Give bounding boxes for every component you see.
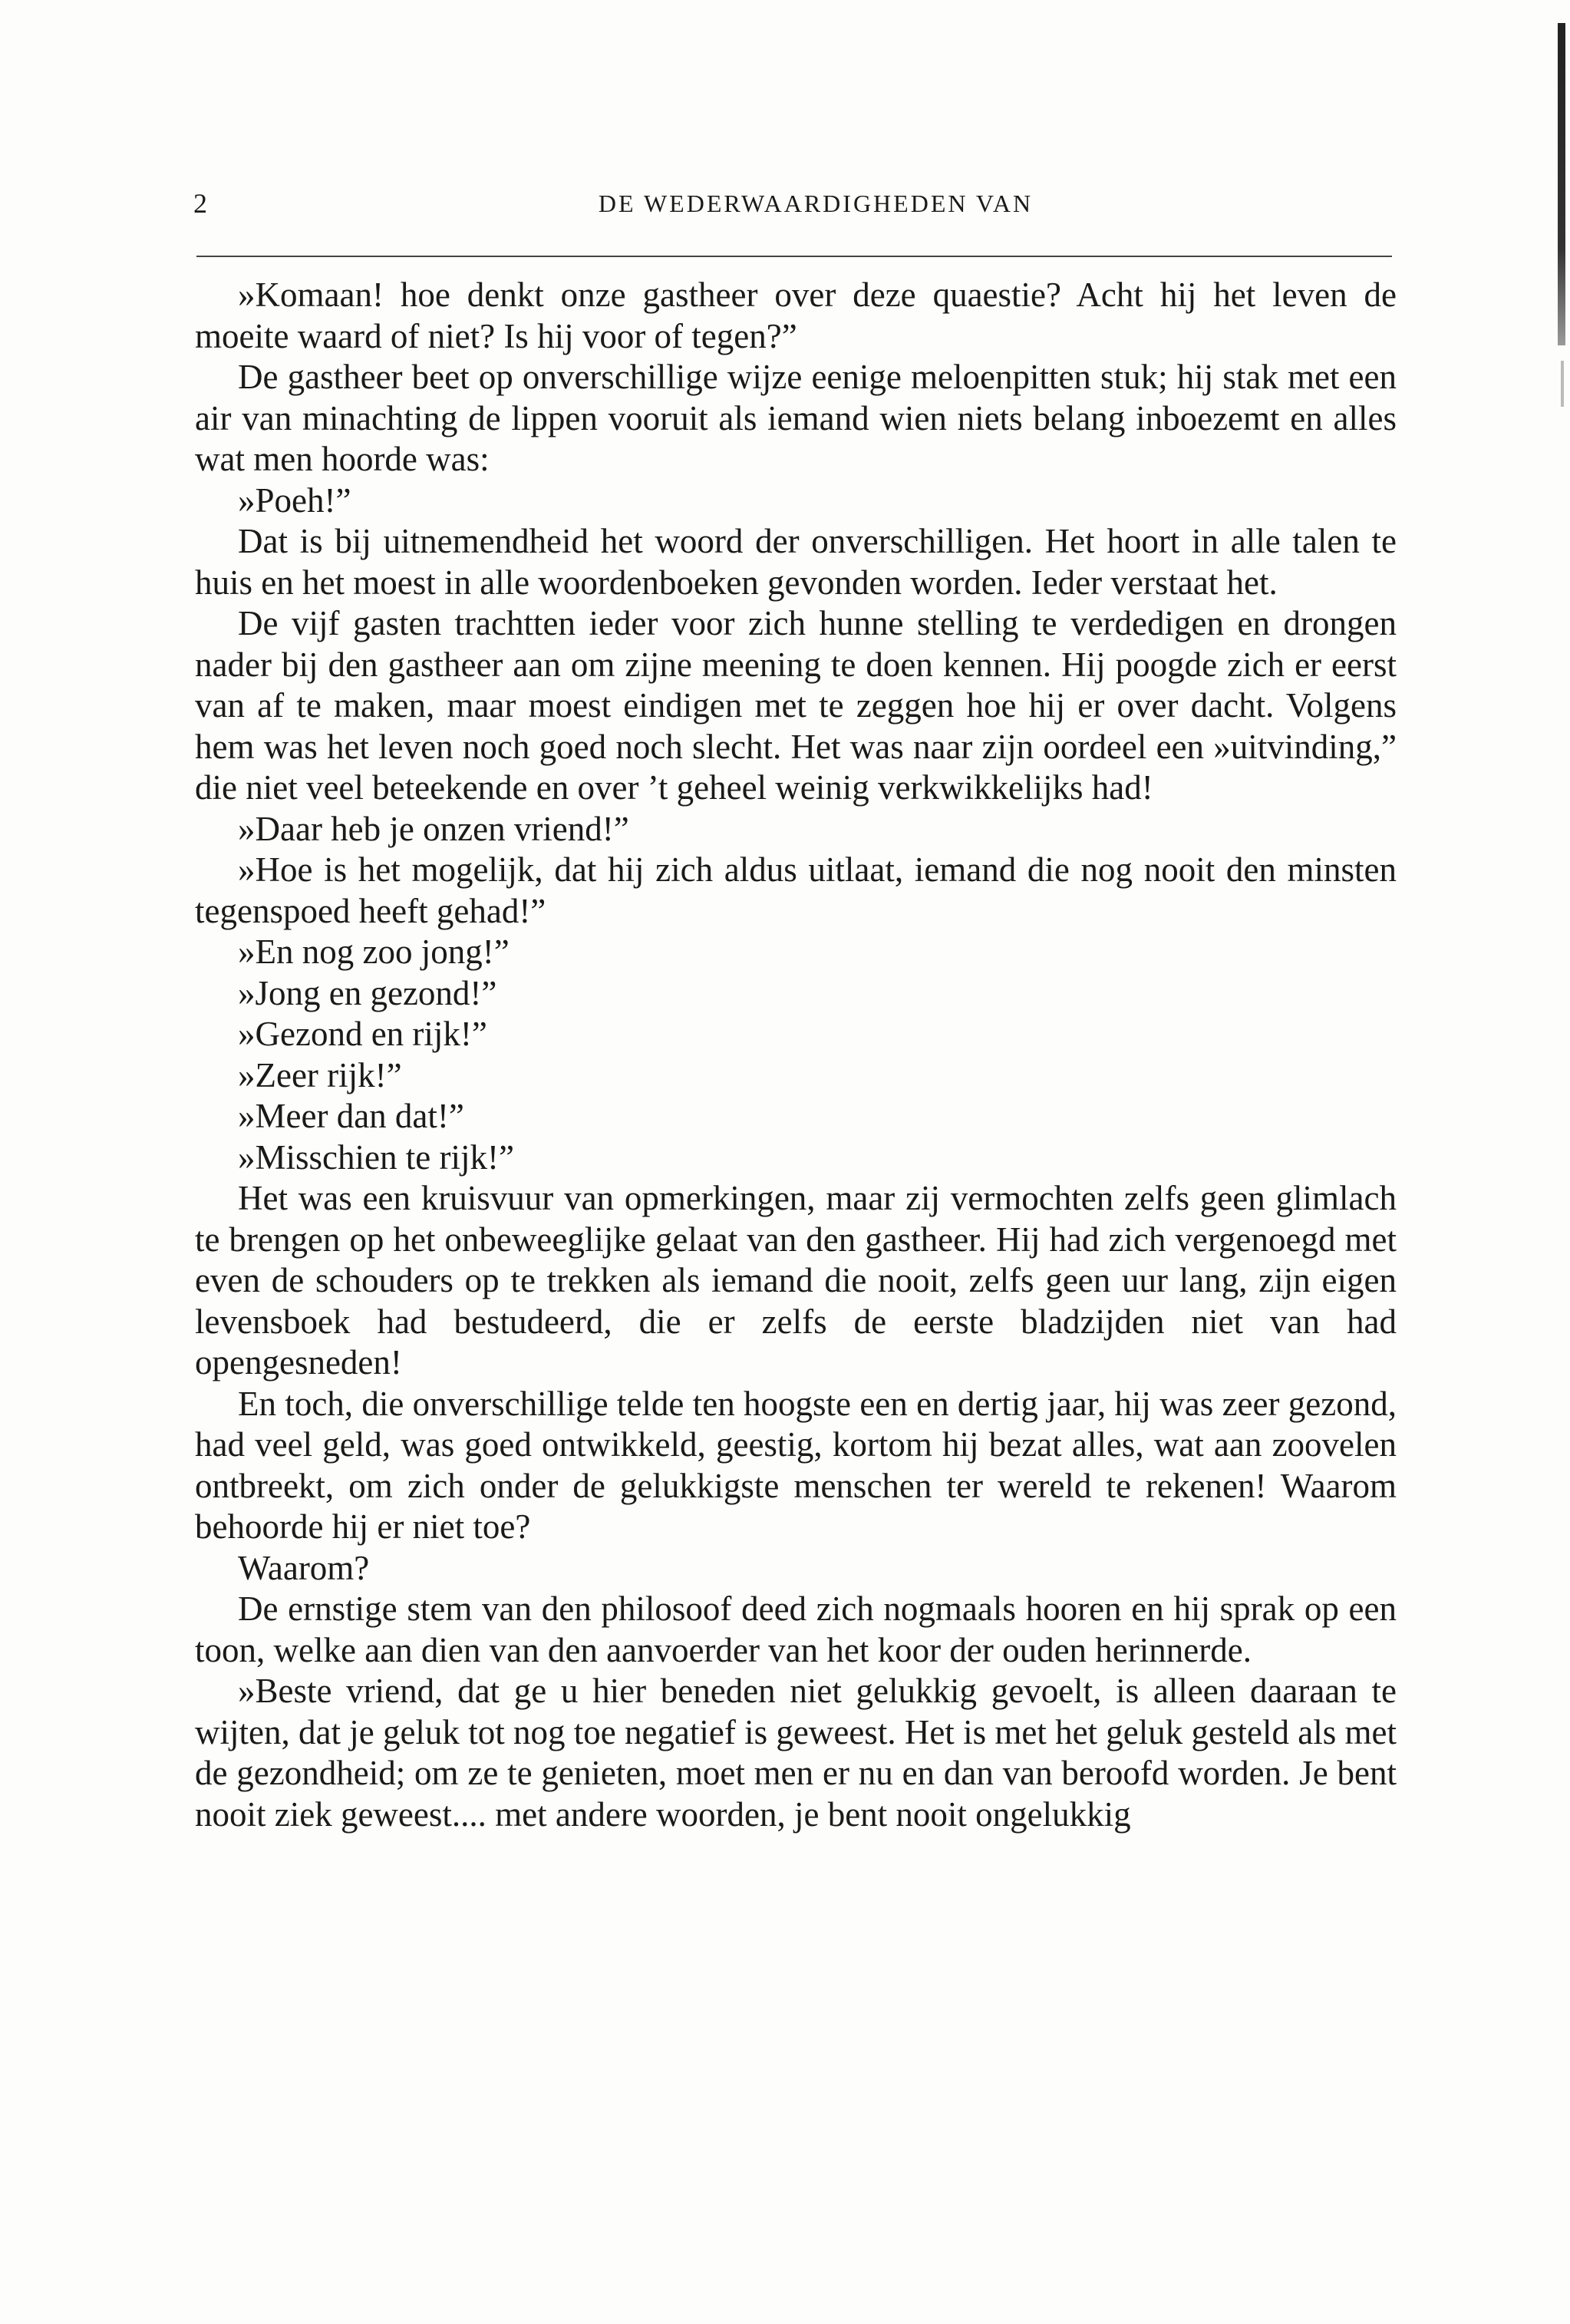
header-rule (196, 256, 1392, 257)
paragraph: »Daar heb je onzen vriend!” (238, 809, 629, 848)
paragraph: En toch, die onverschillige telde ten hoogste een en dertig jaar, hij was zeer gezond, had veel geld, was goed ontwikkeld, geestig, kortom hij bezat alles, wat aan zoovelen ontbreekt, om zich onder de gelukkigste menschen ter wereld te rekenen! Waarom behoorde hij er niet toe? (195, 1384, 1397, 1546)
paragraph: Dat is bij uitnemendheid het woord der onverschilligen. Het hoort in alle talen te huis en het moest in alle woordenboeken gevonden worden. Ieder verstaat het. (195, 522, 1397, 602)
paragraph: De gastheer beet op onverschillige wijze eenige meloenpitten stuk; hij stak met een air van minachting de lippen vooruit als iemand wien niets belang inboezemt en alles wat men hoorde was: (195, 358, 1397, 478)
paragraph: »Jong en gezond!” (238, 973, 497, 1012)
body-text (195, 275, 1397, 1835)
running-title: DE WEDERWAARDIGHEDEN VAN (598, 190, 1034, 217)
paragraph: »Poeh!” (238, 480, 351, 520)
paragraph: Het was een kruisvuur van opmerkingen, maar zij vermochten zelfs geen glimlach te brengen op het onbeweeglijke gelaat van den gastheer. Hij had zich vergenoegd met even de schouders op te trekken als iemand die nooit, zelfs geen uur lang, zijn eigen levensboek had bestudeerd, die er zelfs de eerste bladzijden niet van had opengesneden! (195, 1179, 1397, 1382)
paragraph: »Meer dan dat!” (238, 1097, 464, 1135)
page-edge-shadow (1558, 23, 1565, 345)
paragraph: »Zeer rijk!” (238, 1055, 402, 1094)
paragraph: De ernstige stem van den philosoof deed zich nogmaals hooren en hij sprak op een toon, welke aan dien van den aanvoerder van het koor der ouden herinnerde. (195, 1589, 1397, 1669)
running-header (193, 184, 1392, 223)
paragraph: »Beste vriend, dat ge u hier beneden niet gelukkig gevoelt, is alleen daaraan te wijten, dat je geluk tot nog toe negatief is geweest. Het is met het geluk gesteld als met de gezondheid; om ze te genieten, moet men er nu en dan van beroofd worden. Je bent nooit ziek geweest.... met andere woorden, je bent nooit ongelukkig (195, 1672, 1397, 1834)
page-number: 2 (193, 188, 207, 219)
paragraph: Waarom? (238, 1548, 370, 1587)
paragraph: »Hoe is het mogelijk, dat hij zich aldus uitlaat, iemand die nog nooit den minsten tegenspoed heeft gehad!” (195, 850, 1397, 930)
paragraph: »Komaan! hoe denkt onze gastheer over deze quaestie? Acht hij het leven de moeite waard of niet? Is hij voor of tegen?” (195, 276, 1397, 355)
paragraph: »Misschien te rijk!” (238, 1137, 514, 1177)
paragraph: »Gezond en rijk!” (238, 1015, 487, 1053)
paragraph: »En nog zoo jong!” (238, 933, 510, 971)
paragraph: De vijf gasten trachtten ieder voor zich hunne stelling te verdedigen en drongen nader bij den gastheer aan om zijne meening te doen kennen. Hij poogde zich er eerst van af te maken, maar moest eindigen met te zeggen hoe hij er over dacht. Volgens hem was het leven noch goed noch slecht. Het was naar zijn oordeel een »uitvinding,” die niet veel beteekende en over ’t geheel weinig verkwikkelijks had! (195, 604, 1397, 807)
page-edge-shadow-lower (1561, 361, 1564, 407)
